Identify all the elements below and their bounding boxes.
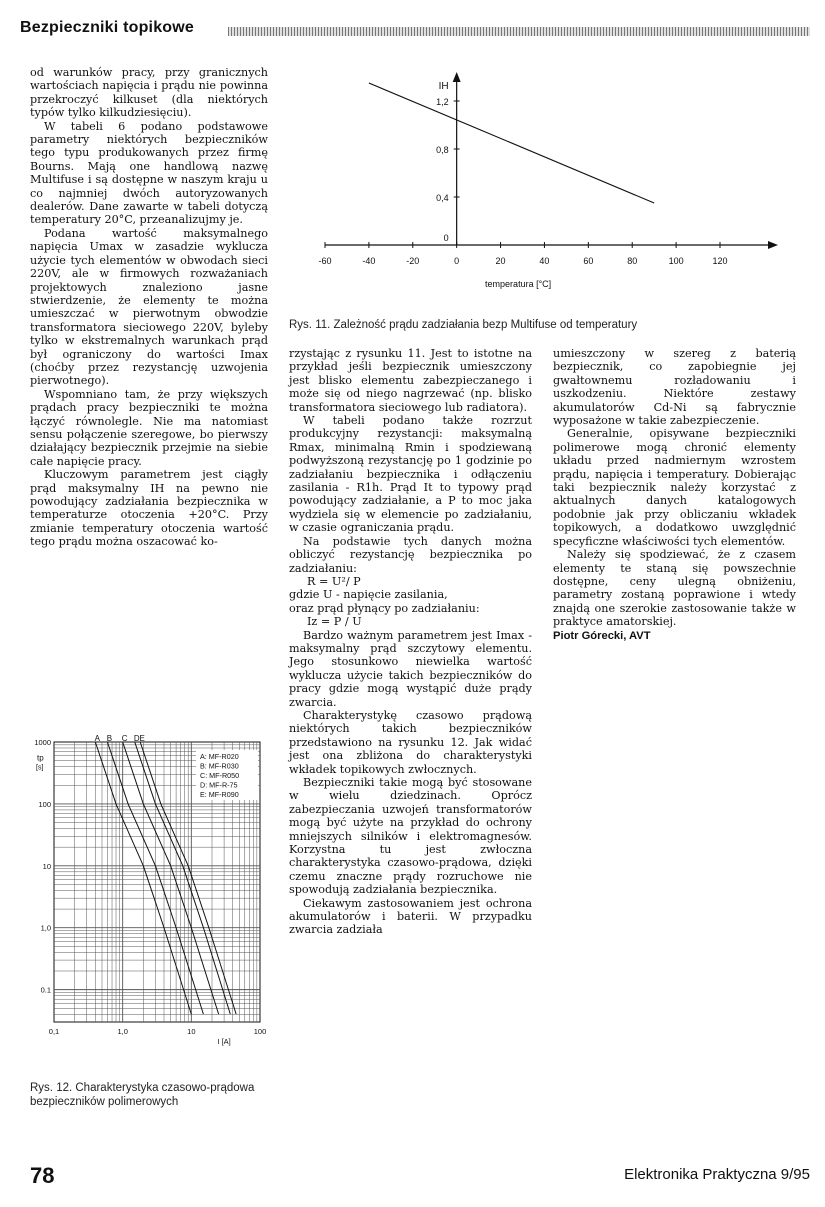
header-decorative-band xyxy=(228,27,810,36)
y-tick-label: 0.1 xyxy=(40,985,51,995)
formula-current: Iz = P / U xyxy=(307,615,362,629)
y-tick-label: 1,2 xyxy=(436,97,449,107)
x-axis-label: temperatura [°C] xyxy=(485,279,552,289)
y-axis-label: tp xyxy=(37,753,44,763)
x-tick-label: 0 xyxy=(454,256,460,266)
curve-label: A xyxy=(94,734,101,743)
paragraph: rzystając z rysunku 11. Jest to istotne na przykład jeśli bezpiecznik umieszczony jest blisko elementu zabezpieczanego i może się od niego nagrzewać (np. blisko transformatora sieciowego lub radiatora). xyxy=(289,347,532,414)
paragraph: W tabeli podano także rozrzut produkcyjny rezystancji: maksymalną Rmax, minimalną Rmin i spodziewaną podwyższoną rezystancję po 1 godzinie po zadziałaniu bezpiecznika i odłączeniu zasilania - R1h. Prąd It to typowy prąd powodujący zadziałanie, a P to moc jaka wydziela się w elemencie po zadziałaniu, w czasie ograniczania prądu. xyxy=(289,414,532,535)
y-tick-label: 0,8 xyxy=(436,145,449,155)
text-column-3 xyxy=(553,347,796,643)
y-tick-label: 0 xyxy=(443,233,449,243)
page-header xyxy=(20,18,810,40)
series-line-IH xyxy=(369,83,654,203)
paragraph: Bezpieczniki takie mogą być stosowane w wielu dziedzinach. Oprócz zabezpieczania uzwojeń transformatorów mogą być użyte na przykład do ochrony mniejszych silników i elektromagnesów. Korzystna tu jest zwłoczna charakterystyka czasowo-prądowa, dzięki czemu znaczne prądy rozruchowe nie spowodują zadziałania bezpiecznika. xyxy=(289,776,532,897)
paragraph: Na podstawie tych danych można obliczyć rezystancję bezpiecznika po zadziałaniu: xyxy=(289,534,532,575)
paragraph: Wspomniano tam, że przy większych prądach pracy bezpieczniki te można łączyć równolegle. Nie ma natomiast sensu połączenie szeregowe, bo pierwszy działający bezpiecznik przejmie na siebie całe napięcie pracy. xyxy=(30,387,268,468)
x-tick-label: 80 xyxy=(627,256,638,266)
paragraph: Ciekawym zastosowaniem jest ochrona akumulatorów i baterii. W przypadku zwarcia zadziała xyxy=(289,896,532,937)
paragraph: W tabeli 6 podano podstawowe parametry niektórych bezpieczników tego typu produkowanych przez firmę Bourns. Mają one handlową nazwę Multifuse i są dostępne w naszym kraju u co najmniej dwóch autoryzowanych dealerów. Dane zawarte w tabeli dotyczą temperatury 20°C, przeanalizujmy je. xyxy=(30,119,268,227)
y-tick-label: 10 xyxy=(42,861,51,871)
x-tick-label: 100 xyxy=(253,1027,267,1036)
curve-label: D xyxy=(133,734,140,743)
paragraph: Kluczowym parametrem jest ciągły prąd maksymalny IH na pewno nie powodujący zadziałania bezpiecznika w temperaturze otoczenia +20°C. Przy zmianie temperatury otoczenia wartość tego prądu można oszacować ko- xyxy=(30,468,268,549)
y-axis-label: IH xyxy=(438,81,449,92)
author-signature: Piotr Górecki, AVT xyxy=(553,629,651,642)
paragraph: Podana wartość maksymalnego napięcia Umax w zasadzie wyklucza użycie tych elementów w obwodach sieci 220V, ale w firmowych rozważaniach projektowych znaleziono jasne stwierdzenie, że elementy te można umieszczać w pierwotnym obwodzie transformatora sieciowego 220V, byleby tylko w ekstremalnych warunkach prąd był ograniczony do wartości Imax (choćby przez rezystancję uzwojenia pierwotnego). xyxy=(30,226,268,388)
paragraph: Bardzo ważnym parametrem jest Imax - maksymalny prąd szczytowy elementu. Jego stosunkowo niewielka wartość wyklucza użycie takich bezpieczników do pracy gdzie mogą wystąpić duże prądy zwarcia. xyxy=(289,628,532,709)
x-tick-label: 0,1 xyxy=(48,1027,60,1036)
figure-12-chart xyxy=(28,732,276,1077)
paragraph: oraz prąd płynący po zadziałaniu: xyxy=(289,601,480,615)
formula-resistance: R = U²/ P xyxy=(307,574,361,588)
paragraph: umieszczony w szereg z baterią bezpiecznik, co zapobiegnie jej gwałtownemu rozładowaniu i uszkodzeniu. Niektóre zestawy akumulatorów Cd-Ni są fabrycznie wyposażone w takie zabezpieczenie. xyxy=(553,347,796,428)
figure-12-caption: Rys. 12. Charakterystyka czasowo-prądowa bezpieczników polimerowych xyxy=(30,1082,255,1108)
paragraph: Charakterystykę czasowo prądową niektórych takich bezpieczników przedstawiono na rysunku 12. Jak widać jest ona zbliżona do charakterystyki wkładek topikowych zwłocznych. xyxy=(289,708,532,776)
legend-entry: A: MF-R020 xyxy=(200,752,239,761)
paragraph: Należy się spodziewać, że z czasem elementy te staną się powszechnie dostępne, ceny ulegną obniżeniu, parametry zostaną poprawione i wtedy znajdą one szerokie zastosowanie także w praktyce amatorskiej. xyxy=(553,548,796,629)
figure-11-caption: Rys. 11. Zależność prądu zadziałania bezp Multifuse od temperatury xyxy=(289,319,638,331)
curve-label: B xyxy=(106,734,113,743)
x-tick-label: -60 xyxy=(318,256,332,266)
legend-entry: B: MF-R030 xyxy=(200,761,239,771)
x-axis-label: I [A] xyxy=(217,1037,231,1046)
legend-entry: C: MF-R050 xyxy=(200,771,240,780)
legend-entry: E: MF-R090 xyxy=(200,790,239,799)
x-tick-label: -40 xyxy=(362,256,376,266)
section-title: Bezpieczniki topikowe xyxy=(20,19,195,36)
paragraph: Generalnie, opisywane bezpieczniki polimerowe mogą chronić elementy układu przed nadmiernym wzrostem prądu, napięcia i temperatury. Dobierając taki bezpiecznik należy korzystać z aktualnych danych katalogowych podobnie jak przy obliczaniu wkładek topikowych, a dodatkowo uwzględnić specyficzne właściwości tych elementów. xyxy=(553,427,796,548)
curve-label: C xyxy=(121,734,128,743)
text-column-2 xyxy=(289,347,532,937)
x-tick-label: 40 xyxy=(539,256,550,266)
curve-label: E xyxy=(139,734,145,743)
paragraph: od warunków pracy, przy granicznych wartościach napięcia i prądu nie powinna przekroczyć kilkuset (dla niektórych typów tylko kilkudziesięciu). xyxy=(30,66,268,120)
x-tick-label: -20 xyxy=(406,256,420,266)
x-tick-label: 20 xyxy=(495,256,506,266)
y-axis-unit: [s] xyxy=(36,764,44,772)
x-tick-label: 100 xyxy=(668,256,684,266)
y-tick-label: 1000 xyxy=(34,738,51,747)
y-axis-arrow xyxy=(453,72,461,82)
x-tick-label: 1,0 xyxy=(117,1027,128,1036)
paragraph: gdzie U - napięcie zasilania, xyxy=(289,588,448,602)
x-axis-arrow xyxy=(768,241,778,249)
x-tick-label: 10 xyxy=(187,1027,196,1036)
x-tick-label: 120 xyxy=(712,256,728,266)
y-tick-label: 0,4 xyxy=(436,193,449,203)
legend-entry: D: MF-R-75 xyxy=(200,780,238,790)
page-number: 78 xyxy=(30,1163,55,1188)
y-tick-label: 1,0 xyxy=(40,923,51,933)
text-column-1 xyxy=(30,66,268,549)
figure-11-chart xyxy=(280,60,800,310)
journal-issue: Elektronika Praktyczna 9/95 xyxy=(624,1166,810,1183)
y-tick-label: 100 xyxy=(38,799,51,809)
x-tick-label: 60 xyxy=(583,256,594,266)
